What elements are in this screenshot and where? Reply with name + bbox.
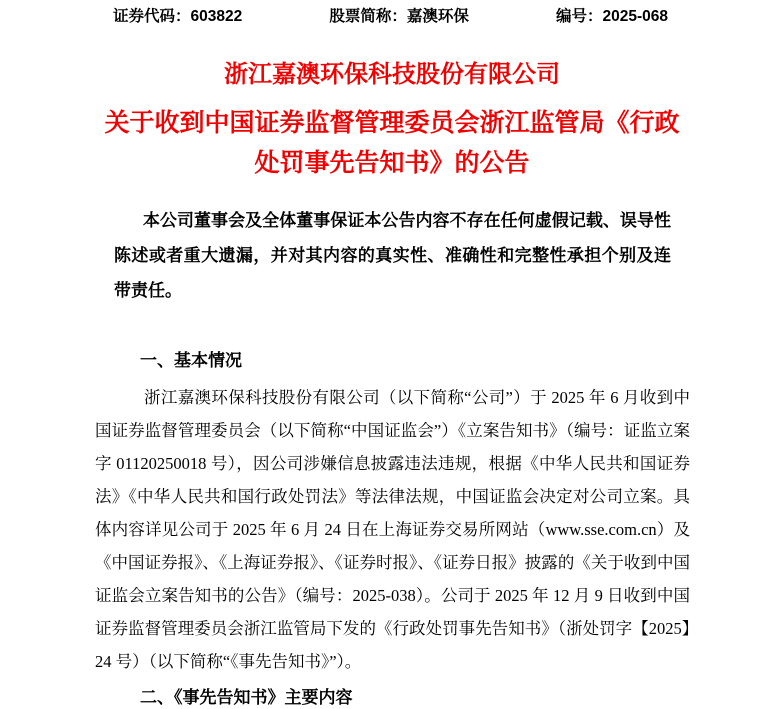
document-body: [95, 203, 690, 709]
announcement-number-value: 2025-068: [602, 8, 668, 25]
announcement-title: [0, 103, 784, 183]
stock-code: [113, 8, 242, 26]
board-declaration: 本公司董事会及全体董事保证本公告内容不存在任何虚假记载、误导性陈述或者重大遗漏，并对其内容的真实性、准确性和完整性承担个别及连带责任。: [114, 211, 671, 300]
announcement-title-line2: 处罚事先告知书》的公告: [254, 149, 530, 177]
stock-name-label: 股票简称：: [329, 8, 407, 25]
stock-name-value: 嘉澳环保: [406, 8, 469, 25]
section-heading-basic-info: 一、基本情况: [140, 351, 242, 370]
announcement-number: [556, 8, 668, 26]
stock-code-label: 证券代码：: [113, 8, 191, 25]
section-heading-notice-content: 二、《事先告知书》主要内容: [140, 688, 353, 707]
security-info-row: [113, 8, 668, 26]
stock-code-value: 603822: [190, 8, 243, 25]
section-basic-info-paragraph: 浙江嘉澳环保科技股份有限公司（以下简称“公司”）于 2025 年 6 月收到中国证券监督管理委员会（以下简称“中国证监会”）《立案告知书》（编号：证监立案字 01120250018 号），因公司涉嫌信息披露违法违规，根据《中华人民共和国证券法》《中华人民共和国行政处罚法》等法律法规，中国证监会决定对公司立案。具体内容详见公司于 2025 年 6 月 24 日在上海证券交易所网站（www.sse.com.cn）及《中国证券报》、《上海证券报》、《证券时报》、《证券日报》披露的《关于收到中国证监会立案告知书的公告》（编号：2025-038）。公司于 2025 年 12 月 9 日收到中国证券监督管理委员会浙江监管局下发的《行政处罚事先告知书》（浙处罚字【2025】24 号）（以下简称“《事先告知书》”）。: [95, 388, 690, 671]
company-title: 浙江嘉澳环保科技股份有限公司: [224, 61, 560, 88]
announcement-title-line1: 关于收到中国证券监督管理委员会浙江监管局《行政: [104, 109, 680, 137]
stock-name: [329, 8, 469, 26]
announcement-number-label: 编号：: [555, 8, 603, 25]
announcement-document: [0, 8, 784, 707]
